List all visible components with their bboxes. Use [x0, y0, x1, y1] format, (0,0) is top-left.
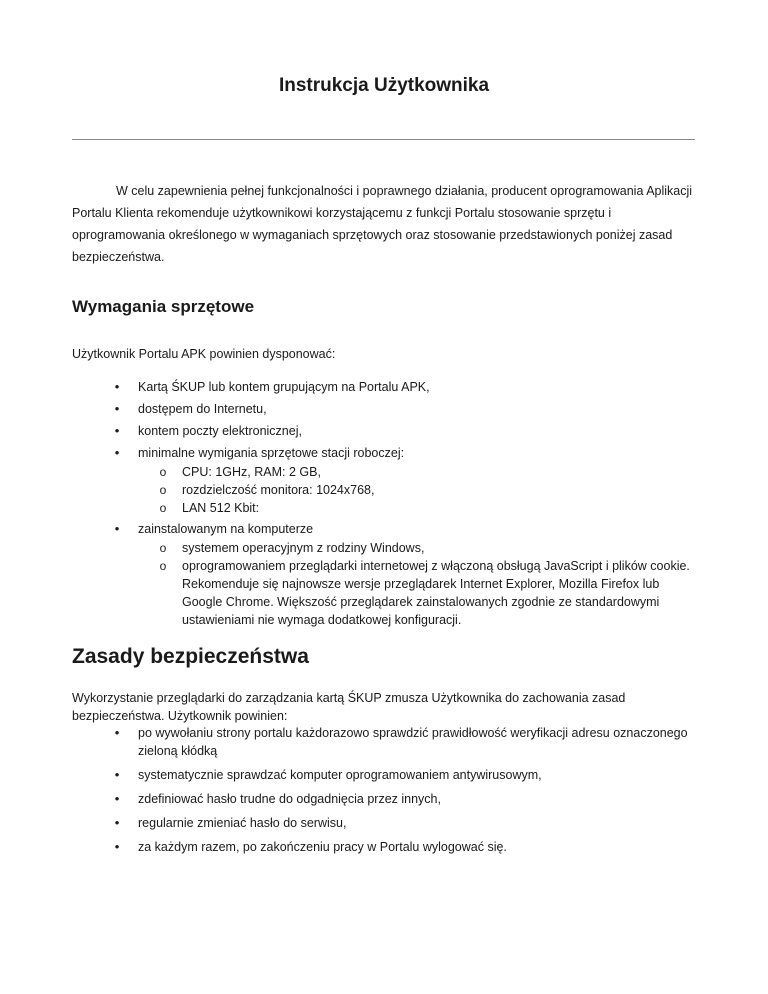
- list-item-text: po wywołaniu strony portalu każdorazowo sprawdzić prawidłowość weryfikacji adresu oznaczonego zieloną kłódką: [138, 726, 688, 758]
- requirements-heading: Wymagania sprzętowe: [72, 297, 255, 316]
- sub-list-item: [138, 463, 697, 481]
- list-item-text: za każdym razem, po zakończeniu pracy w Portalu wylogować się.: [138, 840, 507, 854]
- bullet-icon: •: [114, 767, 120, 782]
- list-item: [72, 421, 697, 441]
- sub-list-item: [138, 557, 697, 629]
- page-title: Instrukcja Użytkownika: [278, 75, 490, 96]
- security-list: [72, 724, 697, 862]
- list-item: [72, 790, 697, 808]
- sub-bullet-icon: o: [159, 541, 167, 555]
- list-item-text: minimalne wymigania sprzętowe stacji roboczej:: [138, 446, 405, 460]
- requirements-lead: Użytkownik Portalu APK powinien dysponować:: [72, 347, 336, 361]
- list-item: [72, 519, 697, 629]
- list-item-text: zdefiniować hasło trudne do odgadnięcia przez innych,: [138, 792, 441, 806]
- list-item: [72, 399, 697, 419]
- sub-list-item-text: CPU: 1GHz, RAM: 2 GB,: [182, 465, 321, 479]
- sub-bullet-icon: o: [159, 483, 167, 497]
- bullet-icon: •: [114, 423, 120, 438]
- sub-list-item: [138, 499, 697, 517]
- bullet-icon: •: [114, 521, 120, 536]
- sub-list-item-text: oprogramowaniem przeglądarki internetowej z włączoną obsługą JavaScript i plików cookie. Rekomenduje się najnowsze wersje przeglądarek Internet Explorer, Mozilla Firefox lub Google Chrome. Większość przeglądarek zainstalowanych zgodnie ze standardowymi ustawieniami nie wymaga dodatkowej konfiguracji.: [182, 559, 690, 627]
- sub-list-item-text: LAN 512 Kbit:: [182, 501, 260, 515]
- sub-list: [138, 463, 697, 517]
- intro-paragraph: [72, 180, 697, 268]
- sub-list-item-text: systemem operacyjnym z rodziny Windows,: [182, 541, 425, 555]
- sub-list-item-text: rozdzielczość monitora: 1024x768,: [182, 483, 375, 497]
- bullet-icon: •: [114, 379, 120, 394]
- list-item-text: kontem poczty elektronicznej,: [138, 424, 302, 438]
- sub-bullet-icon: o: [159, 559, 167, 573]
- bullet-icon: •: [114, 725, 120, 740]
- list-item: [72, 838, 697, 856]
- list-item-text: regularnie zmieniać hasło do serwisu,: [138, 816, 347, 830]
- list-item: [72, 766, 697, 784]
- list-item-text: dostępem do Internetu,: [138, 402, 267, 416]
- list-item: [72, 377, 697, 397]
- title-divider: [72, 139, 695, 140]
- bullet-icon: •: [114, 791, 120, 806]
- bullet-icon: •: [114, 815, 120, 830]
- list-item-text: systematycznie sprawdzać komputer oprogramowaniem antywirusowym,: [138, 768, 542, 782]
- list-item-text: Kartą ŚKUP lub kontem grupującym na Portalu APK,: [138, 380, 430, 394]
- security-heading: Zasady bezpieczeństwa: [72, 645, 309, 668]
- list-item: [72, 814, 697, 832]
- bullet-icon: •: [114, 401, 120, 416]
- sub-bullet-icon: o: [159, 465, 167, 479]
- bullet-icon: •: [114, 445, 120, 460]
- sub-bullet-icon: o: [159, 501, 167, 515]
- bullet-icon: •: [114, 839, 120, 854]
- sub-list-item: [138, 539, 697, 557]
- sub-list-item: [138, 481, 697, 499]
- intro-text: W celu zapewnienia pełnej funkcjonalności i poprawnego działania, producent oprogramowania Aplikacji Portalu Klienta rekomenduje użytkownikowi korzystającemu z funkcji Portalu stosowanie sprzętu i oprogramowania określonego w wymaganiach sprzętowych oraz stosowanie przedstawionych poniżej zasad bezpieczeństwa.: [72, 184, 693, 264]
- list-item-text: zainstalowanym na komputerze: [138, 522, 314, 536]
- list-item: [72, 443, 697, 517]
- requirements-list: [72, 377, 697, 631]
- sub-list: [138, 539, 697, 629]
- security-lead: Wykorzystanie przeglądarki do zarządzania kartą ŚKUP zmusza Użytkownika do zachowania zasad bezpieczeństwa. Użytkownik powinien:: [72, 691, 626, 723]
- list-item: [72, 724, 697, 760]
